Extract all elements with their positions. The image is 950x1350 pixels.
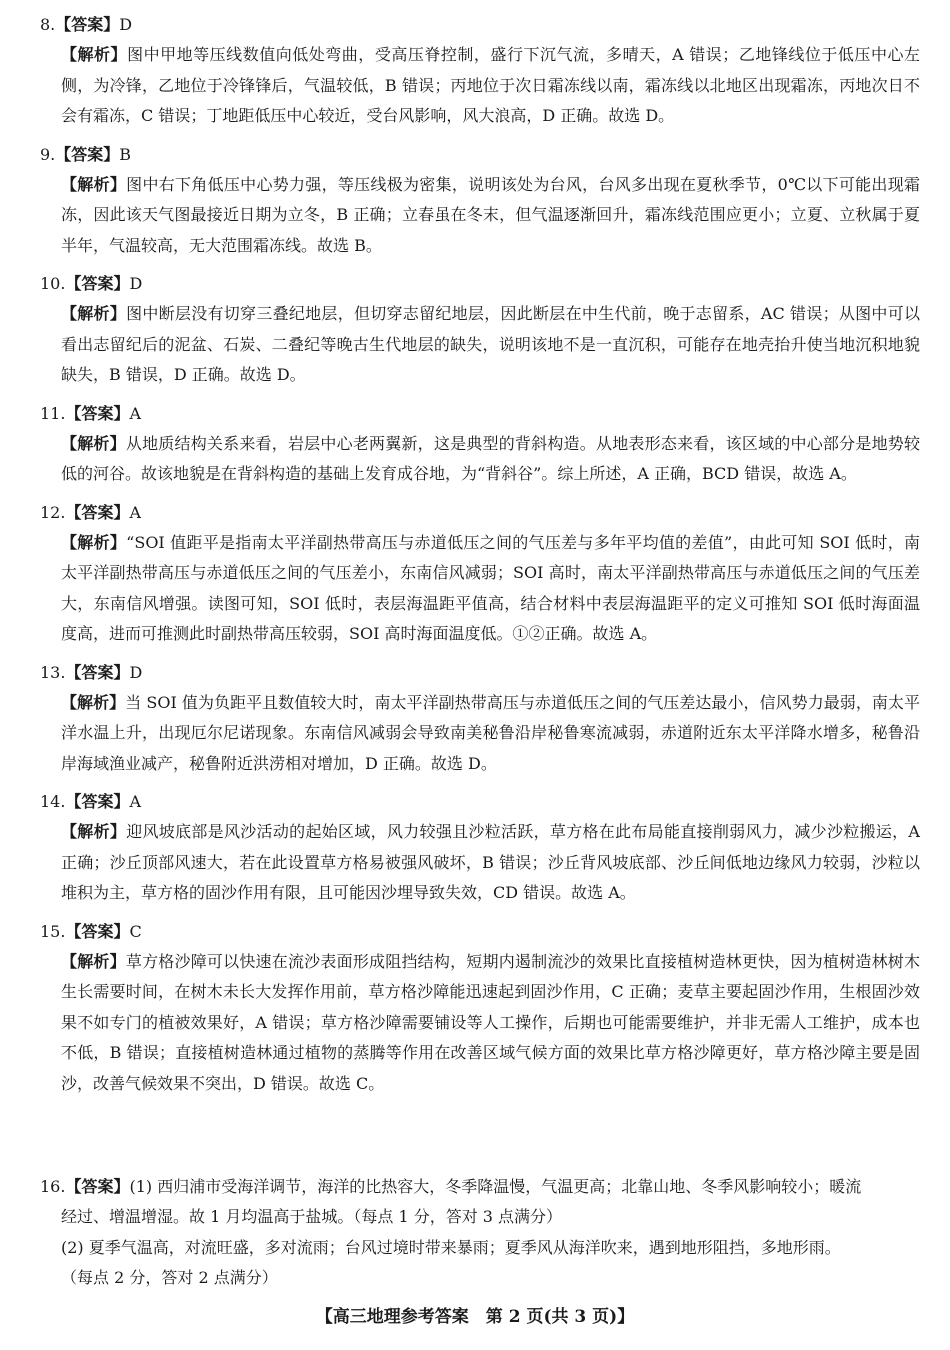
analysis-label: 【解析】: [61, 304, 127, 323]
answer-item: [40, 269, 920, 391]
answer-line: [40, 917, 920, 947]
explanation: [61, 429, 920, 490]
answer-line: [40, 787, 920, 817]
analysis-label: 【解析】: [61, 532, 127, 552]
question-number: 13.: [40, 662, 66, 682]
question-number: 14.: [40, 792, 66, 811]
answer-label: 【答案】: [65, 921, 130, 941]
explanation: [61, 299, 920, 391]
explanation-text: 图中右下角低压中心势力强，等压线极为密集，说明该处为台风，台风多出现在夏秋季节，0℃以下可能出现霜冻，因此该天气图最接近日期为立冬，B 正确；立春虽在冬末，但气温逐渐回升，霜冻线范围应更小；立夏、立秋属于夏半年，气温较高，无大范围霜冻线。故选 B。: [61, 174, 920, 255]
explanation: [61, 528, 920, 650]
question-number: 11.: [40, 403, 66, 423]
explanation: [61, 170, 920, 262]
analysis-label: 【解析】: [61, 692, 126, 712]
explanation-text: “SOI 值距平是指南太平洋副热带高压与赤道低压之间的气压差与多年平均值的差值”，由此可知 SOI 低时，南太平洋副热带高压与赤道低压之间的气压差小，东南信风减弱；SOI 高时，南太平洋副热带高压与赤道低压之间的气压差大，东南信风增强。读图可知，SOI 低时，表层海温距平值高，结合材料中表层海温距平的定义可推知 SOI 低时海面温度高，进而可推测此时副热带高压较弱，SOI 高时海面温度低。①②正确。故选 A。: [61, 532, 920, 643]
q16-part1-line2: 经过、增温增湿。故 1 月均温高于盐城。（每点 1 分，答对 3 点满分）: [61, 1207, 563, 1226]
question-number: 12.: [40, 502, 66, 522]
explanation: [61, 40, 920, 132]
answer-label: 【答案】: [55, 144, 120, 164]
answer-line: [40, 498, 920, 528]
answer-value: B: [119, 144, 132, 164]
answer-item: [40, 658, 920, 780]
question-16-first-line: [40, 1172, 920, 1202]
answer-item: [40, 140, 920, 262]
answer-value: D: [129, 662, 143, 682]
explanation-text: 图中断层没有切穿三叠纪地层，但切穿志留纪地层，因此断层在中生代前，晚于志留系，AC 错误；从图中可以看出志留纪后的泥盆、石炭、二叠纪等晚古生代地层的缺失，说明该地不是一直沉积，可能存在地壳抬升使当地沉积地貌缺失，B 错误，D 正确。故选 D。: [61, 304, 920, 384]
answer-item: [40, 399, 920, 490]
question-number: 15.: [40, 921, 66, 941]
answer-label: 【答案】: [65, 274, 130, 293]
answer-line: [40, 399, 920, 429]
answer-value: A: [129, 502, 142, 522]
question-number: 10.: [40, 274, 66, 293]
answer-item: [40, 917, 920, 1100]
answer-label: 【答案】: [65, 403, 130, 423]
analysis-label: 【解析】: [61, 822, 127, 841]
answer-item: [40, 10, 920, 132]
answer-value: A: [129, 792, 142, 811]
answer-value: A: [129, 403, 142, 423]
page-footer: 【高三地理参考答案 第 2 页(共 3 页)】: [315, 1307, 635, 1327]
explanation-text: 从地质结构关系来看，岩层中心老两翼新，这是典型的背斜构造。从地表形态来看，该区域的中心部分是地势较低的河谷。故该地貌是在背斜构造的基础上发育成谷地，为“背斜谷”。综上所述，A 正确，BCD 错误，故选 A。: [61, 433, 920, 483]
answer-line: [40, 140, 920, 170]
explanation: [61, 817, 920, 909]
answer-label: 【答案】: [65, 662, 130, 682]
question-number: 8.: [40, 15, 56, 34]
question-16-continuation: [61, 1202, 920, 1294]
explanation-text: 当 SOI 值为负距平且数值较大时，南太平洋副热带高压与赤道低压之间的气压差达最小，信风势力最弱，南太平洋水温上升，出现厄尔尼诺现象。东南信风减弱会导致南美秘鲁沿岸秘鲁寒流减弱，赤道附近东太平洋降水增多，秘鲁沿岸海域渔业减产，秘鲁附近洪涝相对增加，D 正确。故选 D。: [61, 692, 920, 773]
answer-value: D: [129, 274, 143, 293]
answer-value: C: [129, 921, 142, 941]
answer-value: D: [119, 15, 133, 34]
answer-item: [40, 787, 920, 909]
answer-label: 【答案】: [65, 1177, 130, 1196]
q16-part1-line1: (1) 西归浦市受海洋调节，海洋的比热容大，冬季降温慢，气温更高；北靠山地、冬季风影响较小；暖流: [129, 1177, 862, 1196]
answer-line: [40, 658, 920, 688]
explanation-text: 草方格沙障可以快速在流沙表面形成阻挡结构，短期内遏制流沙的效果比直接植树造林更快，因为植树造林树木生长需要时间，在树木未长大发挥作用前，草方格沙障能迅速起到固沙作用，C 正确；麦草主要起固沙作用，生根固沙效果不如专门的植被效果好，A 错误；草方格沙障需要铺设等人工操作，后期也可能需要维护，并非无需人工维护，成本也不低，B 错误；直接植树造林通过植物的蒸腾等作用在改善区域气候方面的效果比草方格沙障更好，草方格沙障主要是固沙，改善气候效果不突出，D 错误。故选 C。: [61, 951, 920, 1093]
analysis-label: 【解析】: [61, 45, 128, 64]
answer-label: 【答案】: [55, 15, 120, 34]
explanation: [61, 947, 920, 1100]
answer-line: [40, 10, 920, 40]
question-number: 9.: [40, 144, 56, 164]
q16-part2-line2: （每点 2 分，答对 2 点满分）: [61, 1268, 278, 1287]
analysis-label: 【解析】: [61, 174, 127, 194]
analysis-label: 【解析】: [61, 951, 126, 971]
answer-list: [40, 10, 920, 1107]
answer-line: [40, 269, 920, 299]
explanation-text: 迎风坡底部是风沙活动的起始区域，风力较强且沙粒活跃，草方格在此布局能直接削弱风力，减少沙粒搬运，A 正确；沙丘顶部风速大，若在此设置草方格易被强风破坏，B 错误；沙丘背风坡底部、沙丘间低地边缘风力较弱，沙粒以堆积为主，草方格的固沙作用有限，且可能因沙埋导致失效，CD 错误。故选 A。: [61, 822, 920, 902]
answer-item: [40, 498, 920, 650]
question-16: [40, 1172, 920, 1294]
explanation: [61, 688, 920, 780]
analysis-label: 【解析】: [61, 433, 126, 453]
answer-label: 【答案】: [65, 502, 130, 522]
explanation-text: 图中甲地等压线数值向低处弯曲，受高压脊控制，盛行下沉气流，多晴天，A 错误；乙地锋线位于低压中心左侧，为冷锋，乙地位于冷锋锋后，气温较低，B 错误；丙地位于次日霜冻线以南，霜冻线以北地区出现霜冻，丙地次日不会有霜冻，C 错误；丁地距低压中心较近，受台风影响，风大浪高，D 正确。故选 D。: [61, 45, 920, 125]
question-number: 16.: [40, 1177, 66, 1196]
q16-part2-line1: (2) 夏季气温高，对流旺盛，多对流雨；台风过境时带来暴雨；夏季风从海洋吹来，遇到地形阻挡，多地形雨。: [61, 1237, 841, 1257]
answer-label: 【答案】: [65, 792, 130, 811]
